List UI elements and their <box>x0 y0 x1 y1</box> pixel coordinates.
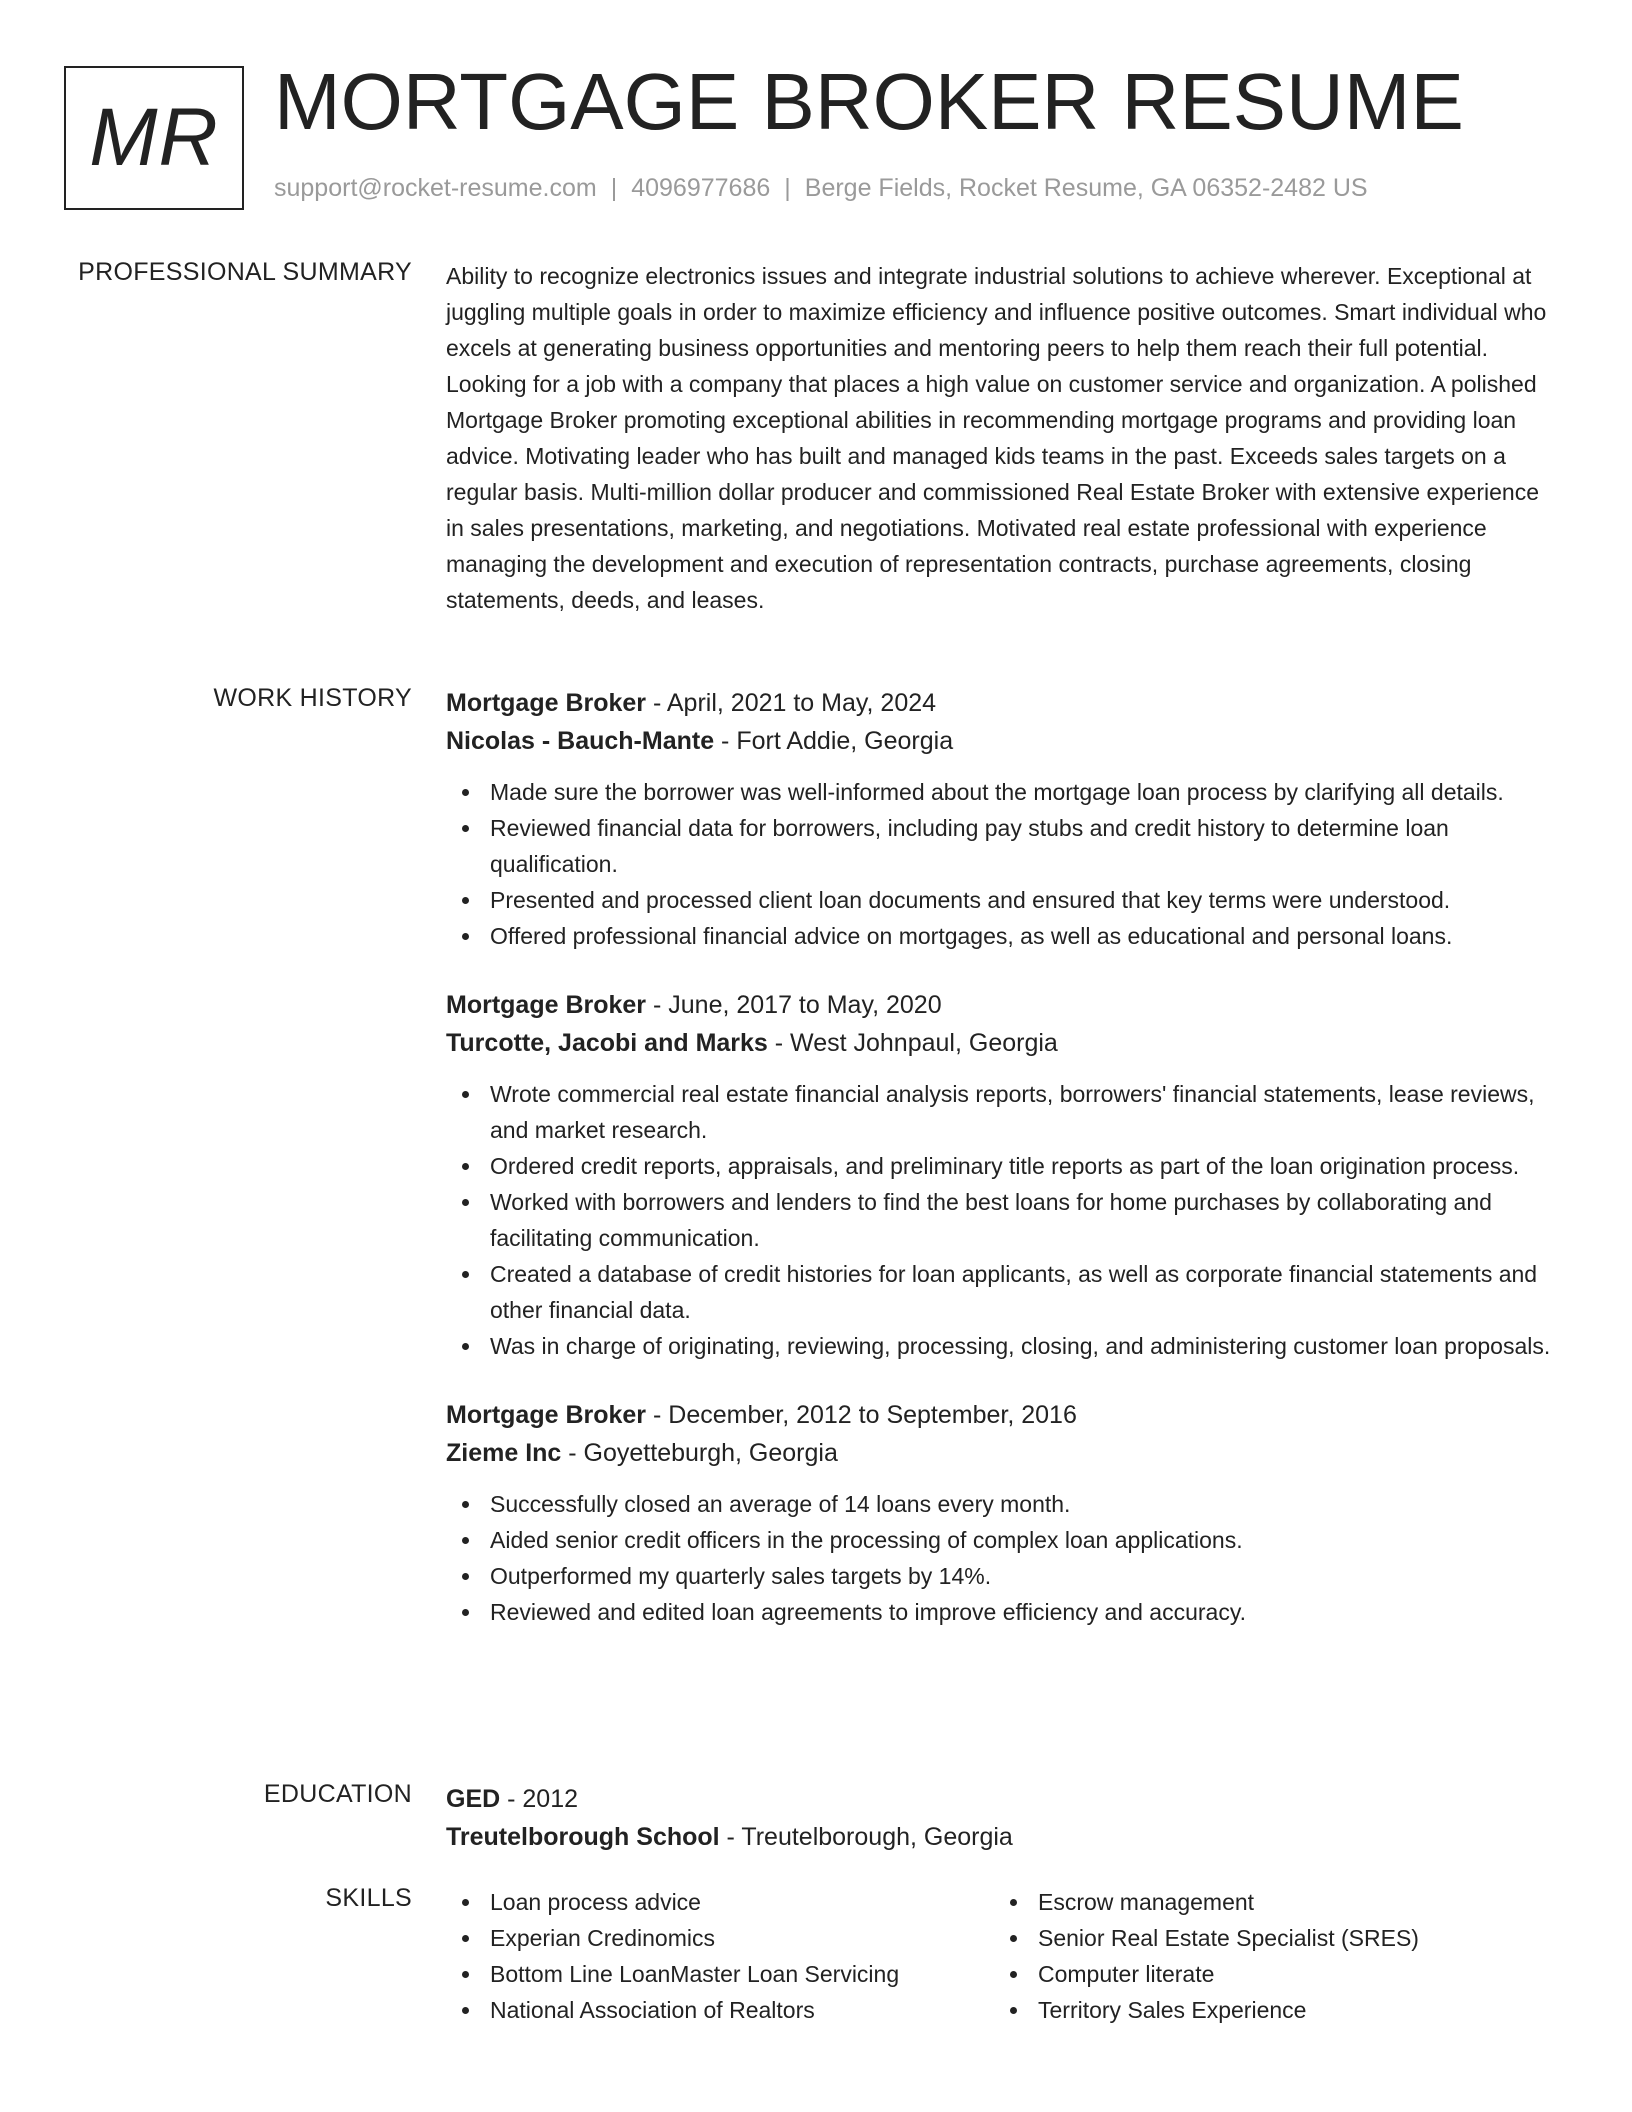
job-company-line <box>446 1434 1556 1472</box>
job-entry <box>446 1396 1556 1630</box>
job-company: Turcotte, Jacobi and Marks <box>446 1029 768 1057</box>
education-location: - Treutelborough, Georgia <box>719 1823 1013 1851</box>
skill-item: Bottom Line LoanMaster Loan Servicing <box>446 1956 994 1992</box>
education-school-line <box>446 1818 1556 1856</box>
job-title-line <box>446 986 1556 1024</box>
education-year: - 2012 <box>500 1785 579 1813</box>
education-entry <box>446 1780 1556 1856</box>
job-title-line <box>446 684 1556 722</box>
job-title: Mortgage Broker <box>446 991 647 1019</box>
job-company: Zieme Inc <box>446 1439 562 1467</box>
job-location: - Goyetteburgh, Georgia <box>561 1439 838 1467</box>
work-history-list <box>446 684 1556 1630</box>
list-item: Presented and processed client loan documents and ensured that key terms were understood. <box>446 882 1556 918</box>
job-entry <box>446 986 1556 1364</box>
skills-list <box>446 1884 1556 2028</box>
skill-item: Experian Credinomics <box>446 1920 994 1956</box>
job-location: - Fort Addie, Georgia <box>714 727 954 755</box>
skill-item: Loan process advice <box>446 1884 994 1920</box>
contact-separator: | <box>784 174 791 202</box>
summary-text: Ability to recognize electronics issues and integrate industrial solutions to achieve wherever. Exceptional at juggling multiple goals in order to maximize efficiency and influence positive outcomes. Smart individual who excels at generating business opportunities and mentoring peers to help them reach their full potential. Looking for a job with a company that places a high value on customer service and organization. A polished Mortgage Broker promoting exceptional abilities in recommending mortgage programs and providing loan advice. Motivating leader who has built and managed kids teams in the past. Exceeds sales targets on a regular basis. Multi-million dollar producer and commissioned Real Estate Broker with extensive experience in sales presentations, marketing, and negotiations. Motivated real estate professional with experience managing the development and execution of representation contracts, purchase agreements, closing statements, deeds, and leases. <box>446 263 1547 613</box>
job-title: Mortgage Broker <box>446 689 647 717</box>
section-label-summary: PROFESSIONAL SUMMARY <box>78 258 412 286</box>
contact-separator: | <box>610 174 618 202</box>
contact-line <box>274 174 1368 203</box>
job-company-line <box>446 722 1556 760</box>
list-item: Created a database of credit histories for loan applicants, as well as corporate financial statements and other financial data. <box>446 1256 1556 1328</box>
section-label-education: EDUCATION <box>263 1780 412 1808</box>
job-dates: - April, 2021 to May, 2024 <box>646 689 937 717</box>
job-entry <box>446 684 1556 954</box>
list-item: Made sure the borrower was well-informed about the mortgage loan process by clarifying all details. <box>446 774 1556 810</box>
skill-item: National Association of Realtors <box>446 1992 994 2028</box>
list-item: Wrote commercial real estate financial analysis reports, borrowers' financial statements, lease reviews, and market research. <box>446 1076 1556 1148</box>
education-degree: GED <box>446 1785 501 1813</box>
contact-email: support@rocket-resume.com <box>274 174 597 202</box>
job-bullets <box>446 1486 1556 1630</box>
page-title: MORTGAGE BROKER RESUME <box>274 57 1464 146</box>
list-item: Was in charge of originating, reviewing, processing, closing, and administering customer loan proposals. <box>446 1328 1556 1364</box>
list-item: Outperformed my quarterly sales targets by 14%. <box>446 1558 1556 1594</box>
contact-phone: 4096977686 <box>631 174 771 202</box>
monogram-logo: MR <box>64 66 244 210</box>
job-title: Mortgage Broker <box>446 1401 647 1429</box>
list-item: Reviewed financial data for borrowers, including pay stubs and credit history to determine loan qualification. <box>446 810 1556 882</box>
job-bullets <box>446 1076 1556 1364</box>
section-label-skills: SKILLS <box>325 1884 412 1912</box>
list-item: Aided senior credit officers in the processing of complex loan applications. <box>446 1522 1556 1558</box>
contact-address: Berge Fields, Rocket Resume, GA 06352-2482 US <box>804 174 1368 202</box>
education-school: Treutelborough School <box>446 1823 720 1851</box>
list-item: Reviewed and edited loan agreements to improve efficiency and accuracy. <box>446 1594 1556 1630</box>
job-title-line <box>446 1396 1556 1434</box>
list-item: Successfully closed an average of 14 loans every month. <box>446 1486 1556 1522</box>
list-item: Ordered credit reports, appraisals, and preliminary title reports as part of the loan origination process. <box>446 1148 1556 1184</box>
section-label-work-history: WORK HISTORY <box>213 684 412 712</box>
list-item: Worked with borrowers and lenders to find the best loans for home purchases by collaborating and facilitating communication. <box>446 1184 1556 1256</box>
job-location: - West Johnpaul, Georgia <box>767 1029 1058 1057</box>
education-degree-line <box>446 1780 1556 1818</box>
skill-item: Senior Real Estate Specialist (SRES) <box>994 1920 1542 1956</box>
job-dates: - June, 2017 to May, 2020 <box>646 991 942 1019</box>
job-company-line <box>446 1024 1556 1062</box>
list-item: Offered professional financial advice on mortgages, as well as educational and personal loans. <box>446 918 1556 954</box>
skill-item: Escrow management <box>994 1884 1542 1920</box>
skill-item: Computer literate <box>994 1956 1542 1992</box>
job-dates: - December, 2012 to September, 2016 <box>646 1401 1077 1429</box>
job-company: Nicolas - Bauch-Mante <box>446 727 715 755</box>
skill-item: Territory Sales Experience <box>994 1992 1542 2028</box>
job-bullets <box>446 774 1556 954</box>
